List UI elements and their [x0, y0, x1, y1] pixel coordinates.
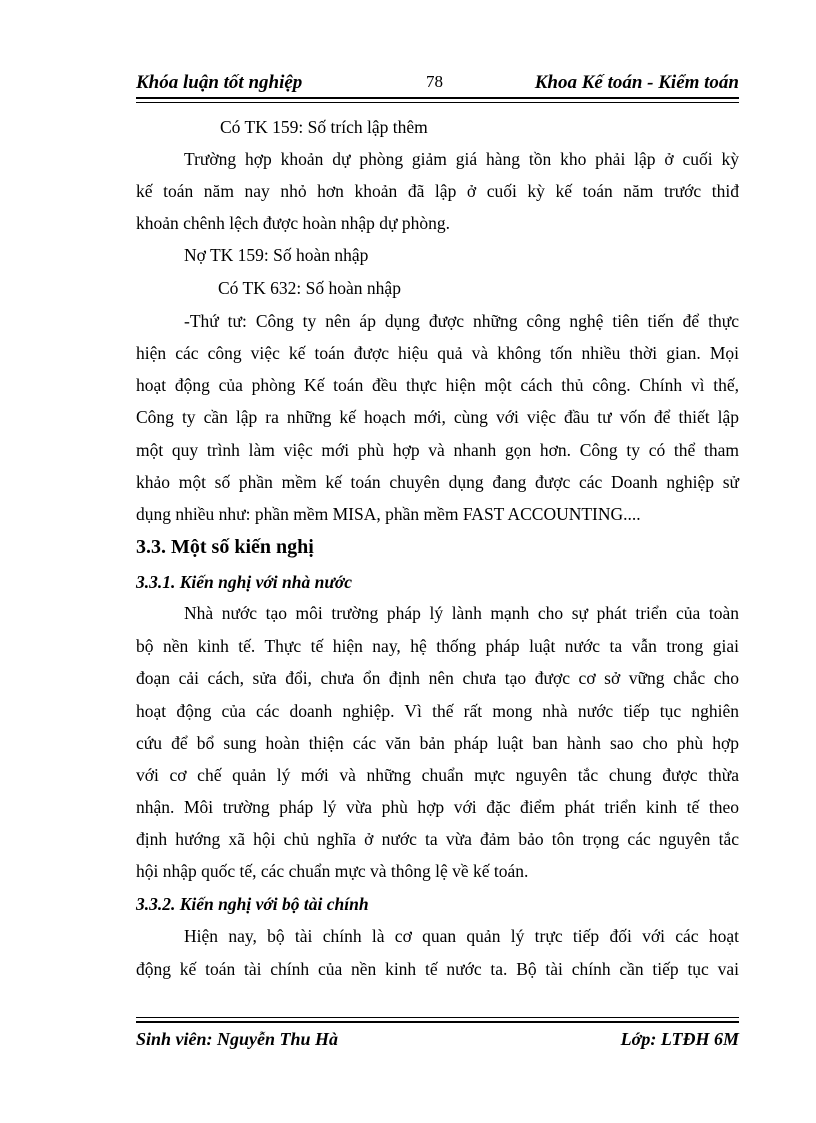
page-header: [136, 72, 739, 98]
text-line: hoạt động của các doanh nghiệp. Vì thế rất mong nhà nước tiếp tục nghiên: [136, 701, 739, 721]
text-line: Công ty cần lập ra những kế hoạch mới, cùng với việc đầu tư vốn để thiết lập: [136, 407, 739, 427]
footer-rule: [136, 1017, 739, 1023]
text-line: nhận. Môi trường pháp lý vừa phù hợp với đặc điểm phát triển kinh tế theo: [136, 797, 739, 817]
footer-student-name: Sinh viên: Nguyễn Thu Hà: [136, 1029, 339, 1049]
subsection-heading: 3.3.2. Kiến nghị với bộ tài chính: [136, 894, 369, 914]
text-line: một quy trình làm việc mới phù hợp và nhanh gọn hơn. Công ty có thể tham: [136, 440, 739, 460]
text-line: hội nhập quốc tế, các chuẩn mực và thông lệ về kế toán.: [136, 861, 529, 881]
text-line: với cơ chế quản lý mới và những chuẩn mực nguyên tắc chung được thừa: [136, 765, 739, 785]
text-line: động kế toán tài chính của nền kinh tế nước ta. Bộ tài chính cần tiếp tục vai: [136, 959, 739, 979]
text-line: hiện các công việc kế toán được hiệu quả và không tốn nhiều thời gian. Mọi: [136, 343, 739, 363]
text-line: -Thứ tư: Công ty nên áp dụng được những công nghệ tiên tiến để thực: [184, 311, 739, 331]
footer-class: Lớp: LTĐH 6M: [620, 1029, 739, 1049]
text-line: định hướng xã hội chủ nghĩa ở nước ta vừa đảm bảo tôn trọng các nguyên tắc: [136, 829, 739, 849]
page-footer: [136, 1029, 739, 1055]
text-line: hoạt động của phòng Kế toán đều thực hiện một cách thủ công. Chính vì thế,: [136, 375, 739, 395]
text-line: Có TK 159: Số trích lập thêm: [220, 117, 428, 137]
text-line: dụng nhiều như: phần mềm MISA, phần mềm FAST ACCOUNTING....: [136, 504, 641, 524]
text-line: Nợ TK 159: Số hoàn nhập: [184, 245, 369, 265]
header-thesis-title: Khóa luận tốt nghiệp: [136, 72, 303, 93]
section-heading: 3.3. Một số kiến nghị: [136, 536, 314, 558]
text-line: Trường hợp khoản dự phòng giảm giá hàng tồn kho phải lập ở cuối kỳ: [184, 149, 739, 169]
text-line: kế toán năm nay nhỏ hơn khoản đã lập ở cuối kỳ kế toán năm trước thiđ: [136, 181, 739, 201]
text-line: khảo một số phần mềm kế toán chuyên dụng đang được các Doanh nghiệp sử: [136, 472, 739, 492]
text-line: Có TK 632: Số hoàn nhập: [218, 278, 401, 298]
header-rule: [136, 97, 739, 103]
text-line: khoản chênh lệch được hoàn nhập dự phòng.: [136, 213, 450, 233]
page-number: 78: [426, 72, 443, 91]
text-line: đoạn cải cách, sửa đổi, chưa ổn định nên chưa tạo được cơ sở vững chắc cho: [136, 668, 739, 688]
subsection-heading: 3.3.1. Kiến nghị với nhà nước: [136, 572, 352, 592]
header-faculty: Khoa Kế toán - Kiểm toán: [534, 72, 739, 93]
text-line: Hiện nay, bộ tài chính là cơ quan quản lý trực tiếp đối với các hoạt: [184, 926, 739, 946]
text-line: bộ nền kinh tế. Thực tế hiện nay, hệ thống pháp luật nước ta vẫn trong giai: [136, 636, 739, 656]
text-line: cứu để bổ sung hoàn thiện các văn bản pháp luật ban hành sao cho phù hợp: [136, 733, 739, 753]
text-line: Nhà nước tạo môi trường pháp lý lành mạnh cho sự phát triển của toàn: [184, 603, 739, 623]
